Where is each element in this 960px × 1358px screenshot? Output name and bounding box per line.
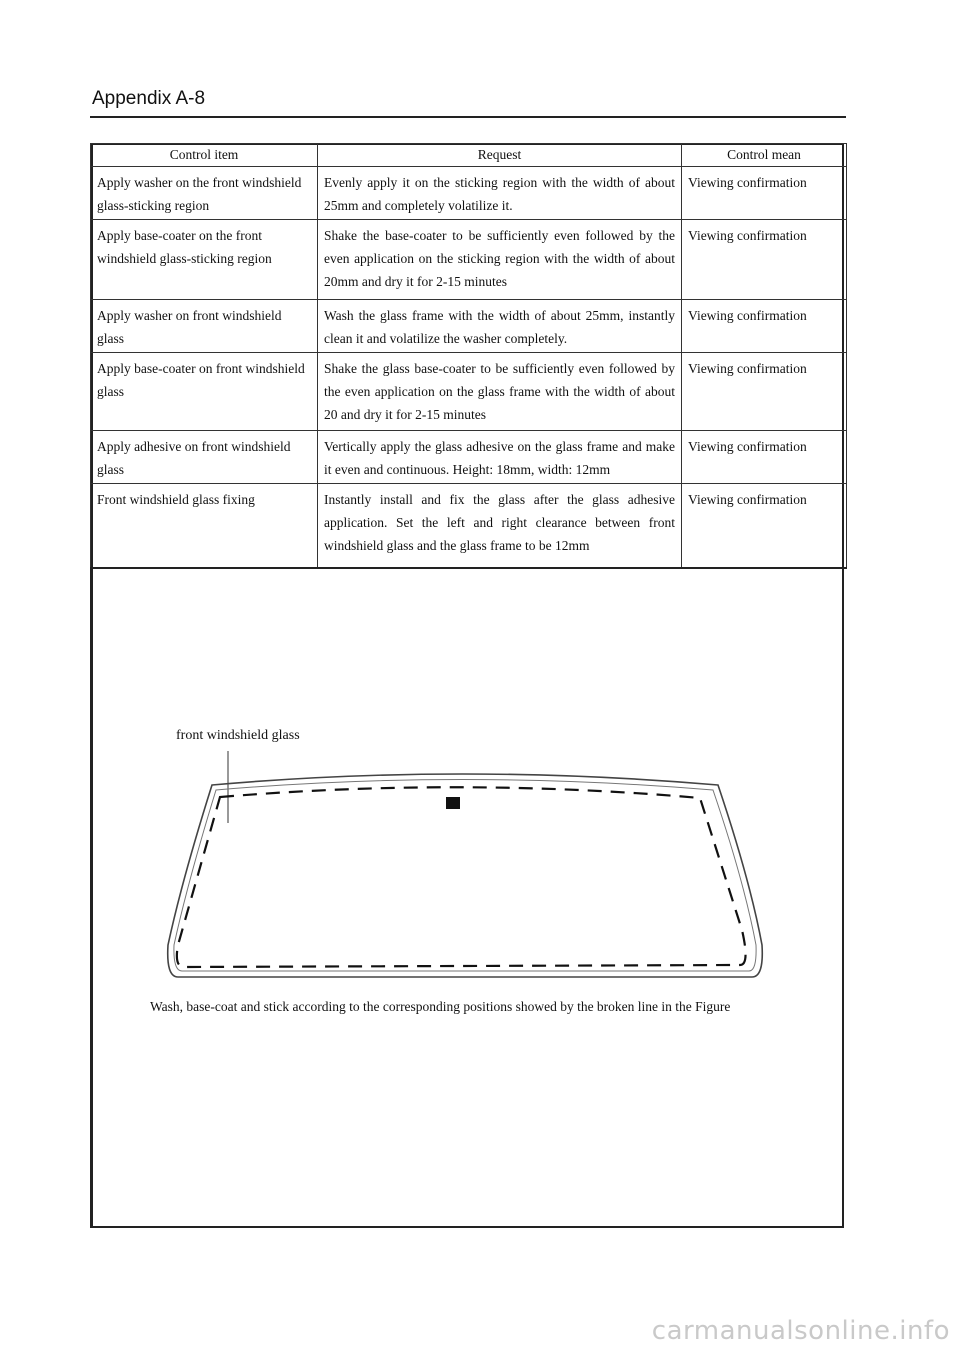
control-table (90, 143, 847, 569)
watermark: carmanualsonline.info (651, 1316, 950, 1346)
header-request: Request (318, 144, 682, 167)
table-row (91, 353, 847, 431)
figure-caption: Wash, base-coat and stick according to the corresponding positions showed by the broken line in the Figure (150, 999, 731, 1014)
page-title: Appendix A-8 (92, 88, 206, 109)
control-mean-cell: Viewing confirmation (682, 431, 847, 484)
request-cell: Shake the glass base-coater to be sufficiently even followed by the even application on the glass frame with the width of about 20 and dry it for 2-15 minutes (318, 353, 682, 431)
windshield-diagram (160, 745, 780, 985)
request-cell: Shake the base-coater to be sufficiently even followed by the even application on the sticking region with the width of about 20mm and dry it for 2-15 minutes (318, 220, 682, 300)
control-mean-cell: Viewing confirmation (682, 220, 847, 300)
control-mean-cell: Viewing confirmation (682, 353, 847, 431)
request-cell: Instantly install and fix the glass after the glass adhesive application. Set the left and right clearance between front windshield glass and the glass frame to be 12mm (318, 484, 682, 568)
adhesive-broken-line (177, 787, 746, 967)
control-item-cell: Apply adhesive on front windshield glass (91, 431, 318, 484)
mirror-mount-icon (446, 797, 460, 809)
request-cell: Evenly apply it on the sticking region with the width of about 25mm and completely volatilize it. (318, 167, 682, 220)
table-row (91, 484, 847, 568)
figure-label: front windshield glass (176, 728, 300, 743)
table-row (91, 300, 847, 353)
control-item-cell: Front windshield glass fixing (91, 484, 318, 568)
control-mean-cell: Viewing confirmation (682, 484, 847, 568)
table-row (91, 220, 847, 300)
control-item-cell: Apply base-coater on the front windshield glass-sticking region (91, 220, 318, 300)
windshield-outer-outline (168, 774, 763, 977)
control-mean-cell: Viewing confirmation (682, 300, 847, 353)
request-cell: Wash the glass frame with the width of about 25mm, instantly clean it and volatilize the washer completely. (318, 300, 682, 353)
control-mean-cell: Viewing confirmation (682, 167, 847, 220)
control-item-cell: Apply washer on the front windshield glass-sticking region (91, 167, 318, 220)
control-item-cell: Apply washer on front windshield glass (91, 300, 318, 353)
request-cell: Vertically apply the glass adhesive on the glass frame and make it even and continuous. Height: 18mm, width: 12mm (318, 431, 682, 484)
table-header-row (91, 144, 847, 167)
windshield-inner-outline (174, 780, 756, 972)
header-control-mean: Control mean (682, 144, 847, 167)
table-row (91, 167, 847, 220)
table-row (91, 431, 847, 484)
header-divider (90, 116, 846, 118)
header-control-item: Control item (91, 144, 318, 167)
control-item-cell: Apply base-coater on front windshield glass (91, 353, 318, 431)
